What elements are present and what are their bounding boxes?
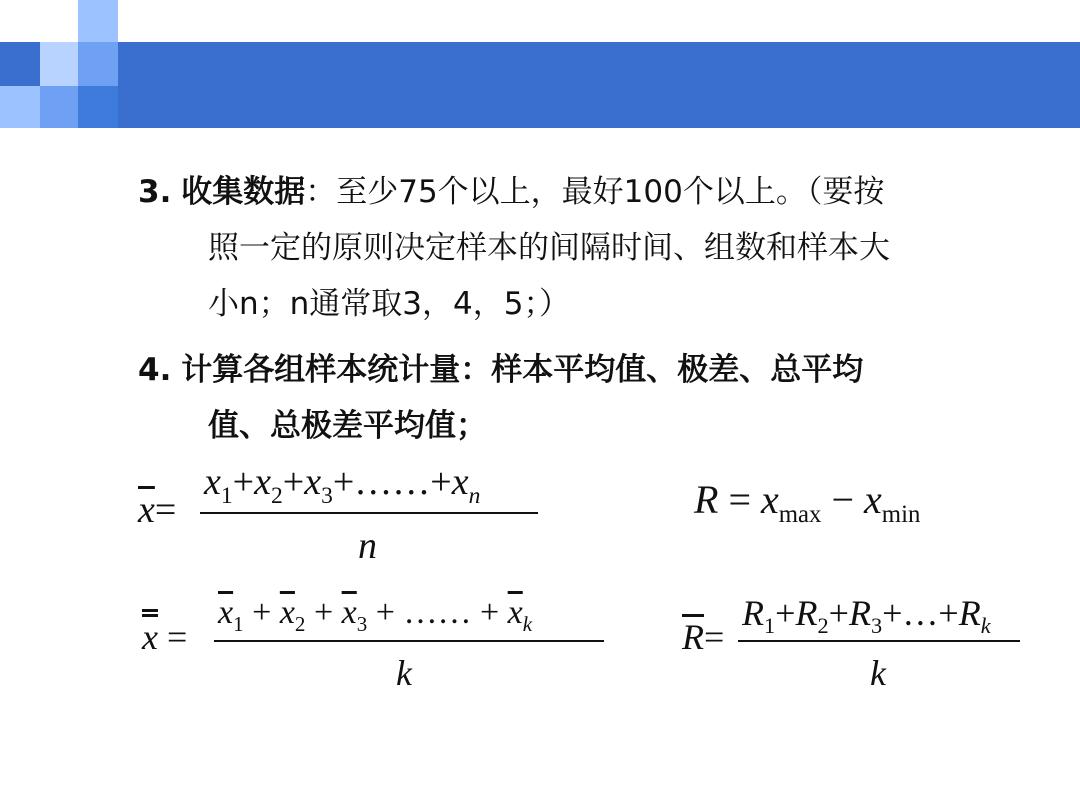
mean-n-sub-2: 2	[270, 482, 283, 509]
mean-range-eq: =	[704, 617, 725, 657]
range-a: x	[761, 477, 779, 522]
mean-range-sub-1: 1	[764, 613, 776, 639]
grand-mean-var-3: $\overline{x}$	[341, 594, 357, 631]
grand-mean-sub-k: k	[522, 612, 533, 636]
header-square-lower-dark	[78, 86, 118, 128]
grand-mean-var-2: $\overline{x}$	[279, 594, 295, 631]
mean-range-numerator	[742, 592, 991, 639]
mean-range-sub-3: 3	[870, 613, 883, 639]
formula-range	[694, 476, 921, 529]
mean-n-op-3: +……+	[332, 461, 452, 503]
range-b-sub: min	[881, 501, 921, 529]
item-3-line-3: 小n；n通常取3，4，5；）	[208, 286, 570, 322]
range-eq: =	[728, 477, 751, 522]
mean-n-var-1: x	[204, 461, 221, 503]
range-minus: −	[831, 477, 855, 522]
mean-eq: =	[154, 489, 177, 531]
mean-n-var-2: x	[254, 461, 271, 503]
item-3-line-2: 照一定的原则决定样本的间隔时间、组数和样本大	[208, 230, 890, 266]
item-3-line-1-text: ：至少75个以上，最好100个以上。（要按	[305, 174, 885, 210]
grand-mean-denominator: k	[396, 653, 412, 693]
grand-mean-ellipsis: + …… +	[375, 594, 500, 631]
item-4-line-1	[138, 342, 863, 398]
grand-mean-fraction-line	[214, 640, 604, 642]
item-3-label: 收集数据	[181, 174, 306, 210]
header-square-top	[78, 0, 118, 42]
mean-n-var-n: x	[451, 461, 469, 503]
grand-mean-numerator	[218, 594, 533, 636]
header-bar	[0, 42, 1080, 128]
range-b: x	[864, 477, 882, 522]
grand-mean-sub-2: 2	[294, 612, 306, 636]
mean-n-var-3: x	[304, 461, 322, 503]
header-square-left	[40, 42, 78, 86]
mean-n-sub-3: 3	[321, 482, 333, 509]
mean-fraction-line	[200, 512, 538, 514]
mean-n-sub-n: n	[468, 482, 481, 509]
mean-range-var-1: R	[742, 593, 764, 633]
mean-n-op-1: +	[232, 461, 255, 503]
item-4-number: 4.	[138, 352, 172, 388]
item-4-line-2: 值、总极差平均值；	[208, 408, 487, 444]
header-square-center	[78, 42, 118, 86]
mean-n-sub-1: 1	[220, 482, 233, 509]
grand-mean-plus-1: +	[252, 594, 272, 631]
mean-numerator	[204, 460, 481, 509]
grand-mean-sub-3: 3	[356, 612, 368, 636]
mean-range-plus-1: +	[775, 593, 796, 633]
mean-range-var-2: R	[795, 593, 818, 633]
mean-n-op-2: +	[282, 461, 305, 503]
mean-range-lhs: $\overline{R}$	[682, 617, 704, 657]
item-3-number: 3.	[138, 174, 172, 210]
mean-range-ellipsis: +…+	[882, 593, 959, 633]
range-a-sub: max	[778, 501, 822, 529]
mean-range-fraction-line	[738, 640, 1020, 642]
item-3-line-1	[138, 164, 884, 220]
mean-range-var-k: R	[958, 593, 981, 633]
range-lhs: R	[694, 477, 719, 522]
grand-mean-sub-1: 1	[233, 612, 244, 636]
item-4-line-1-text: 计算各组样本统计量：样本平均值、极差、总平均	[181, 352, 864, 388]
grand-mean-lhs: x	[142, 617, 158, 657]
grand-mean-eq: =	[166, 617, 188, 657]
header-square-lower	[40, 86, 78, 128]
mean-range-var-3: R	[848, 593, 871, 633]
mean-range-sub-k: k	[980, 613, 991, 639]
mean-denominator: n	[358, 525, 377, 567]
mean-range-denominator: k	[870, 653, 886, 693]
mean-range-plus-2: +	[828, 593, 849, 633]
grand-mean-plus-2: +	[313, 594, 334, 631]
mean-range-sub-2: 2	[817, 613, 829, 639]
grand-mean-var-k: $\overline{x}$	[507, 594, 523, 631]
grand-mean-var-1: $\overline{x}$	[218, 594, 234, 631]
mean-lhs: $\overline{x}$	[138, 489, 155, 531]
header-square-lower-left	[0, 86, 40, 128]
